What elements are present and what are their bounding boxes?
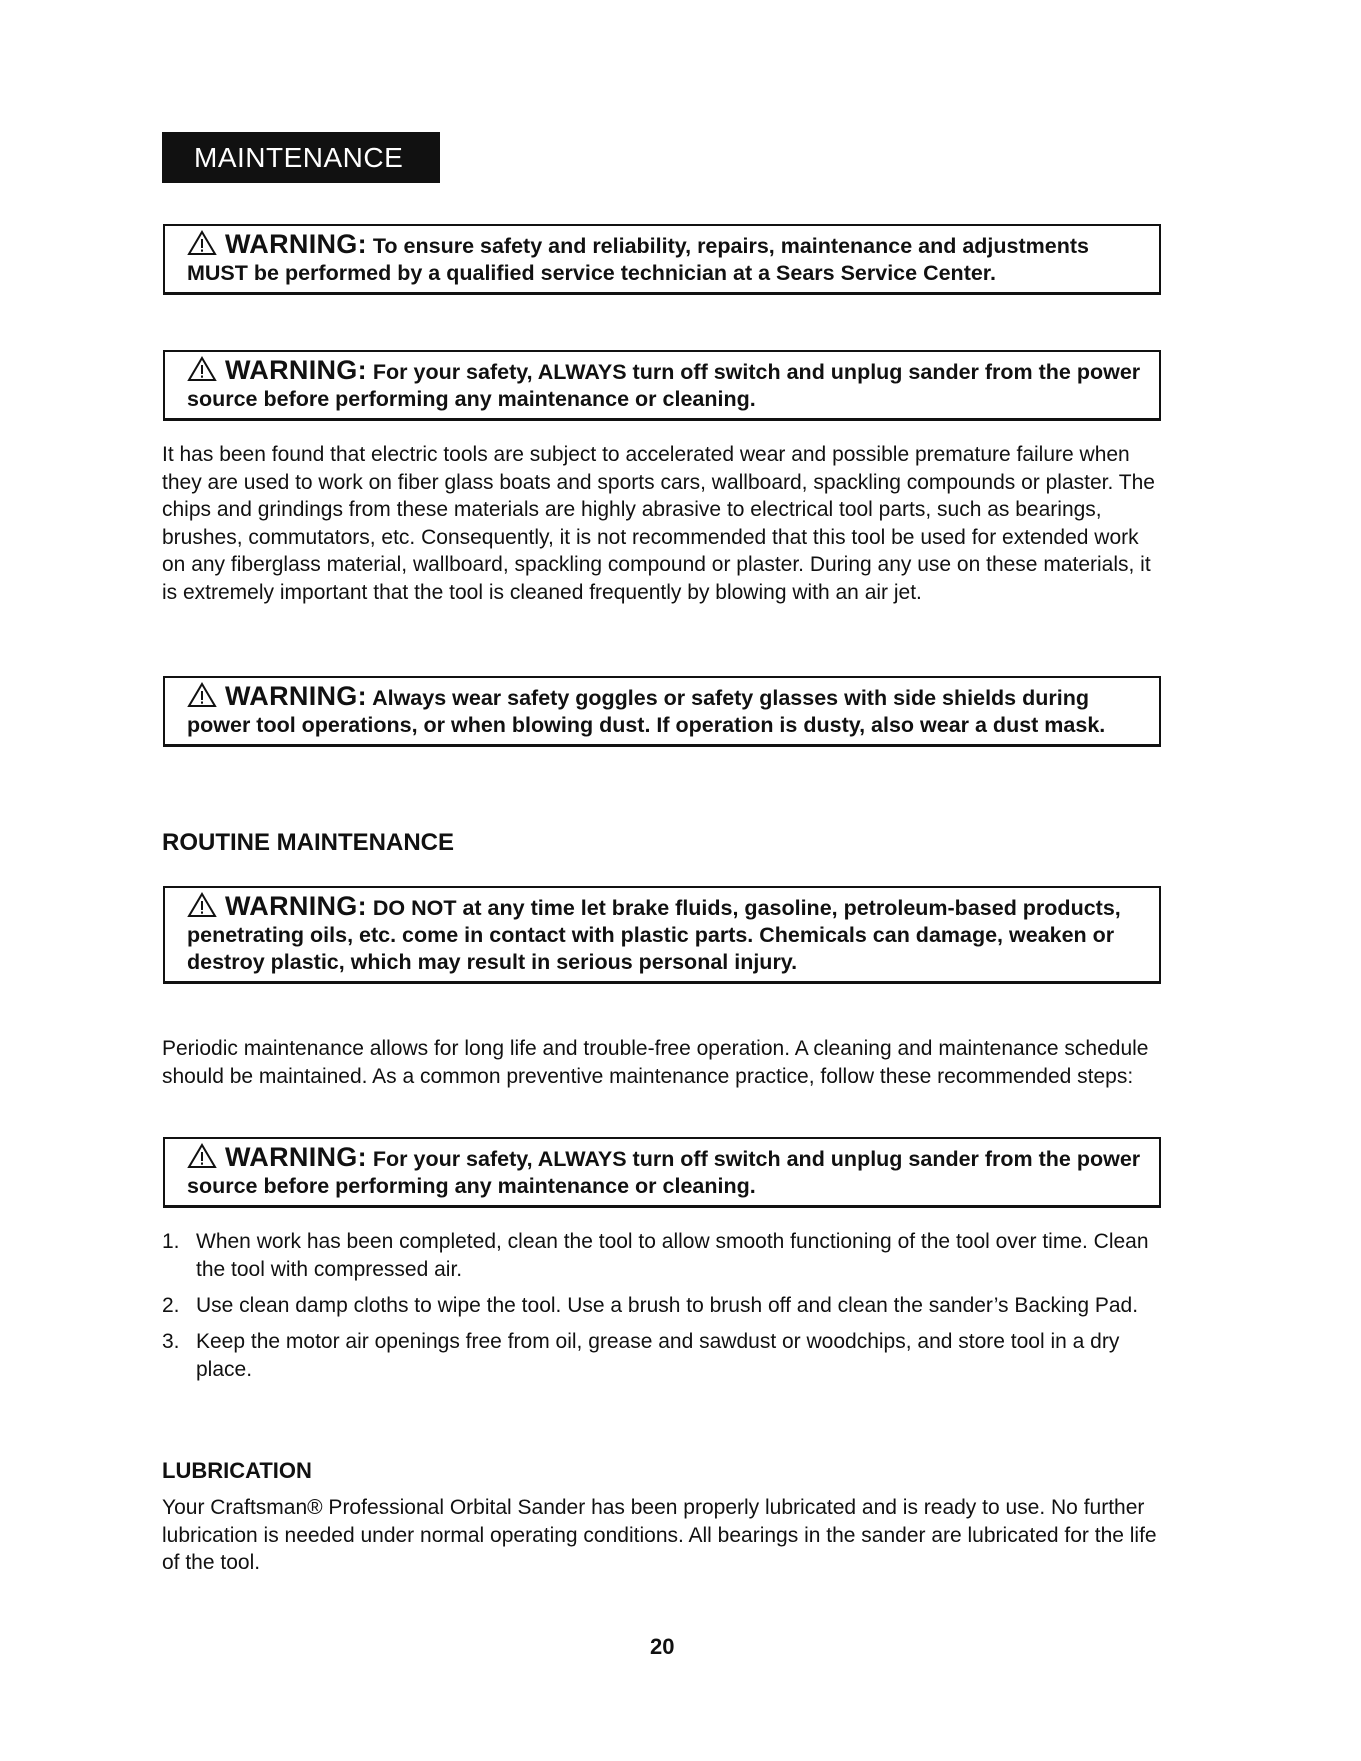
warning-text: To ensure safety and reliability, repairs, maintenance and adjustments MUST be performed by a qualified service technician at a Sears Service Center. (187, 234, 1089, 285)
warning-lead: WARNING: (225, 1142, 367, 1172)
warning-text: Always wear safety goggles or safety glasses with side shields during power tool operations, or when blowing dust. If operation is dusty, also wear a dust mask. (187, 686, 1106, 737)
warning-text: DO NOT at any time let brake fluids, gasoline, petroleum-based products, penetrating oils, etc. come in contact with plastic parts. Chemicals can damage, weaken or destroy plastic, which may result in serious personal injury. (187, 896, 1121, 974)
step-number: 2. (162, 1294, 180, 1317)
routine-maintenance-heading: ROUTINE MAINTENANCE (162, 829, 454, 856)
step-number: 1. (162, 1230, 180, 1253)
step-text: When work has been completed, clean the tool to allow smooth functioning of the tool over time. Clean the tool with compressed air. (196, 1230, 1149, 1281)
warning-lead: WARNING: (225, 891, 367, 921)
warning-box-unplug (163, 350, 1161, 421)
warning-box-goggles (163, 676, 1161, 747)
warning-box-unplug-2 (163, 1137, 1161, 1208)
warning-triangle-icon (187, 1143, 217, 1169)
warning-triangle-icon (187, 892, 217, 918)
step-text: Use clean damp cloths to wipe the tool. Use a brush to brush off and clean the sander’s Backing Pad. (196, 1294, 1139, 1317)
warning-text: For your safety, ALWAYS turn off switch and unplug sander from the power source before performing any maintenance or cleaning. (187, 360, 1141, 411)
lubrication-paragraph: Your Craftsman® Professional Orbital Sander has been properly lubricated and is ready to use. No further lubrication is needed under normal operating conditions. All bearings in the sander are lubricated for the life of the tool. (162, 1496, 1157, 1574)
section-title: MAINTENANCE (162, 132, 440, 183)
warning-lead: WARNING: (225, 355, 367, 385)
warning-lead: WARNING: (225, 681, 367, 711)
list-item (162, 1328, 1172, 1384)
warning-text: For your safety, ALWAYS turn off switch and unplug sander from the power source before performing any maintenance or cleaning. (187, 1147, 1141, 1198)
warning-lead: WARNING: (225, 229, 367, 259)
routine-paragraph: Periodic maintenance allows for long life and trouble-free operation. A cleaning and maintenance schedule should be maintained. As a common preventive maintenance practice, follow these recommended steps: (162, 1037, 1149, 1088)
step-text: Keep the motor air openings free from oil, grease and sawdust or woodchips, and store tool in a dry place. (196, 1330, 1120, 1381)
list-item (162, 1292, 1172, 1320)
intro-paragraph: It has been found that electric tools are subject to accelerated wear and possible premature failure when they are used to work on fiber glass boats and sports cars, wallboard, spackling compounds or plaster. The chips and grindings from these materials are highly abrasive to electrical tool parts, such as bearings, brushes, commutators, etc. Consequently, it is not recommended that this tool be used for extended work on any fiberglass material, wallboard, spackling compound or plaster. During any use on these materials, it is extremely important that the tool is cleaned frequently by blowing with an air jet. (162, 443, 1155, 604)
lubrication-heading: LUBRICATION (162, 1458, 312, 1483)
warning-box-chemicals (163, 886, 1161, 984)
maintenance-steps-list (162, 1228, 1172, 1392)
list-item (162, 1228, 1172, 1284)
warning-triangle-icon (187, 682, 217, 708)
page-number: 20 (650, 1634, 675, 1659)
step-number: 3. (162, 1330, 180, 1353)
warning-box-service (163, 224, 1161, 295)
warning-triangle-icon (187, 230, 217, 256)
warning-triangle-icon (187, 356, 217, 382)
